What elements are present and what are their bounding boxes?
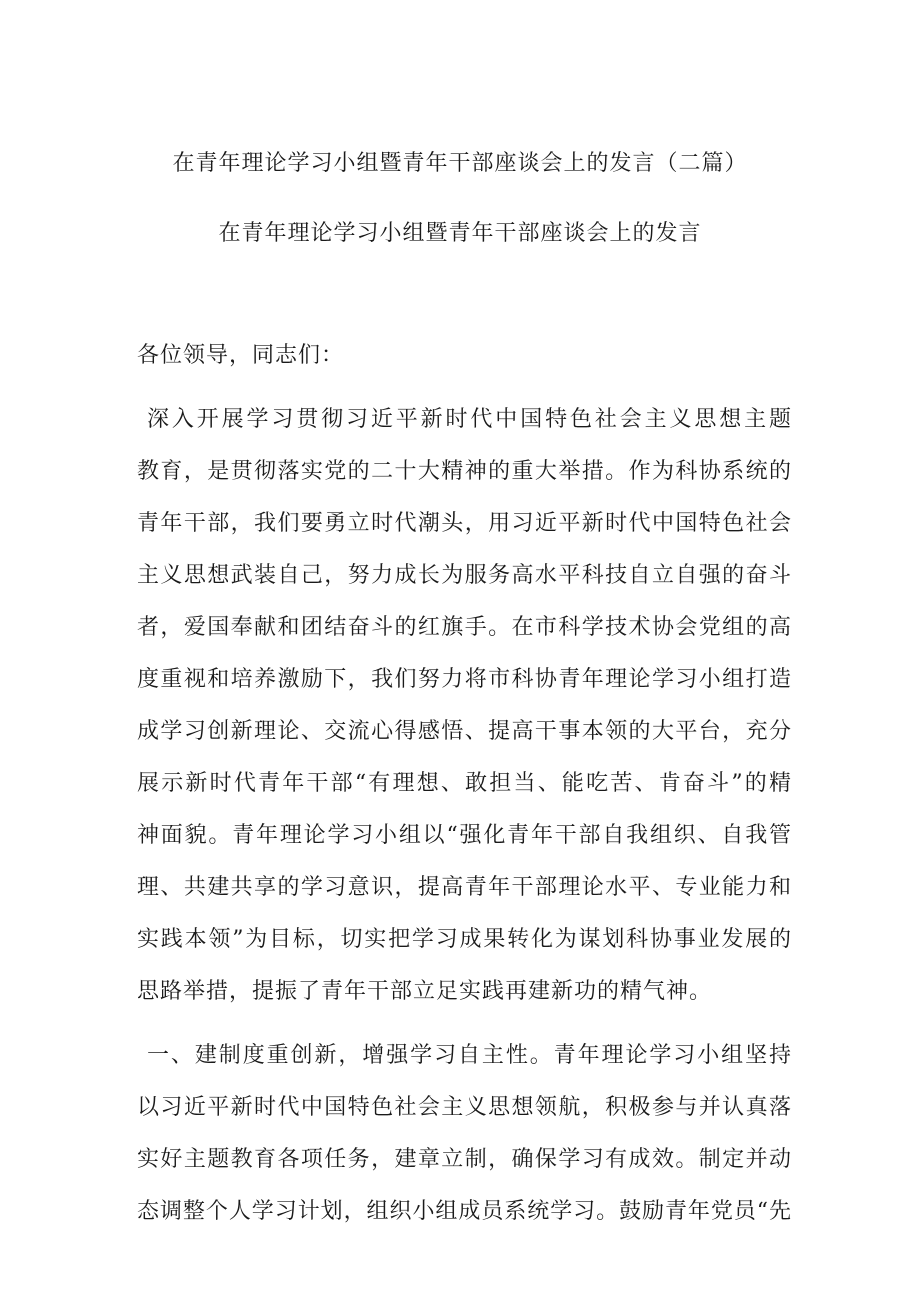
paragraph-line: 教育，是贯彻落实党的二十大精神的重大举措。作为科协系统的 bbox=[137, 459, 791, 484]
paragraph-line: 神面貌。青年理论学习小组以“强化青年干部自我组织、自我管 bbox=[137, 823, 791, 848]
document-title: 在青年理论学习小组暨青年干部座谈会上的发言（二篇） bbox=[172, 151, 748, 176]
paragraph-line: 度重视和培养激励下，我们努力将市科协青年理论学习小组打造 bbox=[137, 667, 791, 692]
document-body bbox=[137, 330, 791, 1250]
paragraph-line: 态调整个人学习计划，组织小组成员系统学习。鼓励青年党员“先 bbox=[137, 1199, 791, 1224]
paragraph-line: 以习近平新时代中国特色社会主义思想领航，积极参与并认真落 bbox=[137, 1095, 791, 1120]
paragraph-line: 思路举措，提振了青年干部立足实践再建新功的精气神。 bbox=[137, 979, 713, 1004]
paragraph-line: 实践本领”为目标，切实把学习成果转化为谋划科协事业发展的 bbox=[137, 927, 791, 952]
paragraph-line: 深入开展学习贯彻习近平新时代中国特色社会主义思想主题 bbox=[147, 407, 791, 432]
paragraph-line: 青年干部，我们要勇立时代潮头，用习近平新时代中国特色社会 bbox=[137, 511, 791, 536]
paragraph-line: 实好主题教育各项任务，建章立制，确保学习有成效。制定并动 bbox=[137, 1147, 791, 1172]
paragraph-line: 理、共建共享的学习意识，提高青年干部理论水平、专业能力和 bbox=[137, 875, 791, 900]
paragraph-line: 成学习创新理论、交流心得感悟、提高干事本领的大平台，充分 bbox=[137, 719, 791, 744]
paragraph-section-one bbox=[137, 1030, 791, 1238]
paragraph-line: 一、建制度重创新，增强学习自主性。青年理论学习小组坚持 bbox=[147, 1043, 791, 1068]
paragraph-line: 者，爱国奉献和团结奋斗的红旗手。在市科学技术协会党组的高 bbox=[137, 615, 791, 640]
salutation: 各位领导，同志们： bbox=[137, 343, 345, 368]
paragraph-line: 展示新时代青年干部“有理想、敢担当、能吃苦、肯奋斗”的精 bbox=[137, 771, 791, 796]
paragraph-line: 主义思想武装自己，努力成长为服务高水平科技自立自强的奋斗 bbox=[137, 563, 791, 588]
document-subtitle: 在青年理论学习小组暨青年干部座谈会上的发言 bbox=[218, 221, 702, 246]
paragraph-intro bbox=[137, 394, 791, 1018]
